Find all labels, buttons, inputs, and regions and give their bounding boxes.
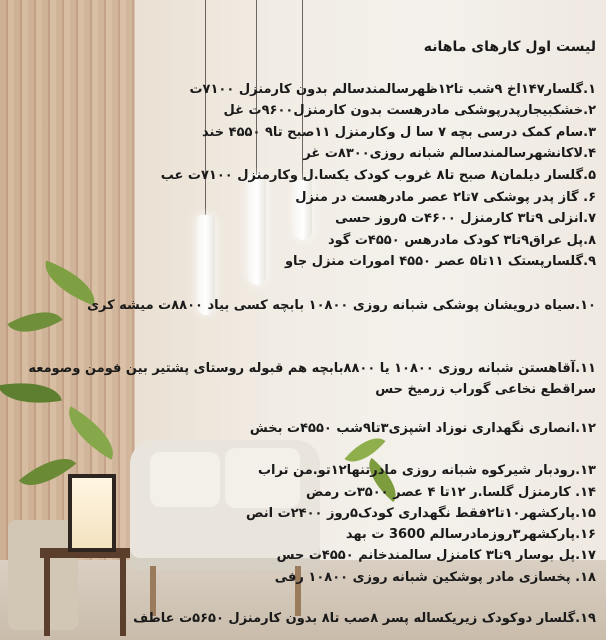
list-item: ۱۲.انصاری نگهداری نوزاد اشپزی۳تا۹شب ۴۵۵۰ت بخش (249, 421, 596, 436)
list-item: ۱۰.سیاه درویشان پوشکی شبانه روزی ۱۰۸۰۰ بابچه کسی بیاد ۸۸۰۰ت میشه کری (87, 298, 596, 313)
list-item: ۱۵.پارکشهر۱۰تا۲فقط نگهداری کودک۵روز ۲۴۰۰ت انص (246, 506, 596, 521)
list-item: ۸.پل عراق۹تا۳ کودک مادرهس ۴۵۵۰ت گود (327, 233, 596, 248)
list-item: ۳.سام کمک درسی بچه ۷ سا ل وکارمنزل ۱۱صبح تا۹ ۴۵۵۰ خند (201, 125, 596, 140)
list-item: ۷.انزلی ۹تا۳ کارمنزل ۴۶۰۰ت ۵روز حسی (335, 211, 596, 226)
list-item: ۶. گاز پدر پوشکی ۷تا۲ عصر مادرهست در منزل (295, 190, 596, 205)
list-item: ۵.گلسار دیلمان۸ صبح تا۸ غروب کودک یکسا.ل وکارمنزل ۷۱۰۰ت عب (160, 168, 596, 183)
list-item: ۱۷.پل بوسار ۹تا۳ کامنزل سالمندخانم ۴۵۵۰ت حس (276, 548, 596, 563)
list-item: ۱.گلسار۱۴۷اخ ۹شب تا۱۲ظهرسالمندسالم بدون کارمنزل ۷۱۰۰ت (189, 82, 596, 97)
list-item: ۱۸. پخسازی مادر پوشکین شبانه روزی ۱۰۸۰۰ رفی (274, 570, 596, 585)
list-item: ۲.خشکبیجارپدرپوشکی مادرهست بدون کارمنزل۹۶۰۰ت غل (223, 103, 596, 118)
list-item: ۱۱.آقاهستن شبانه روزی ۱۰۸۰۰ یا ۸۸۰۰بابچه هم قبوله روستای پشتیر بین فومن وصومعه سراقطع نخاعی گوراب زرمیخ حس (28, 361, 596, 397)
list-item: ۱۶.پارکشهر۳روزمادرسالم 3600 ت بهد (345, 527, 596, 542)
list-item: ۱۳.رودبار شیرکوه شبانه روزی مادرتنها۱۲تو.من تراب (257, 463, 596, 478)
list-item: ۱۴. کارمنزل گلسا.ر ۱۲تا ۴ عصر ۳۵۰۰ت رمض (306, 485, 596, 500)
list-title: لیست اول کارهای ماهانه (423, 39, 596, 55)
list-item: ۹.گلسارپستک ۱۱تا۵ عصر ۴۵۵۰ امورات منزل جاو (284, 254, 596, 269)
list-item: ۴.لاکانشهرسالمندسالم شبانه روزی۸۳۰۰ت غر (303, 146, 596, 161)
list-item: ۱۹.گلسار دوکودک زیریکساله پسر ۸صب تا۸ بدون کارمنزل ۵۶۵۰ت عاطف (133, 611, 596, 626)
